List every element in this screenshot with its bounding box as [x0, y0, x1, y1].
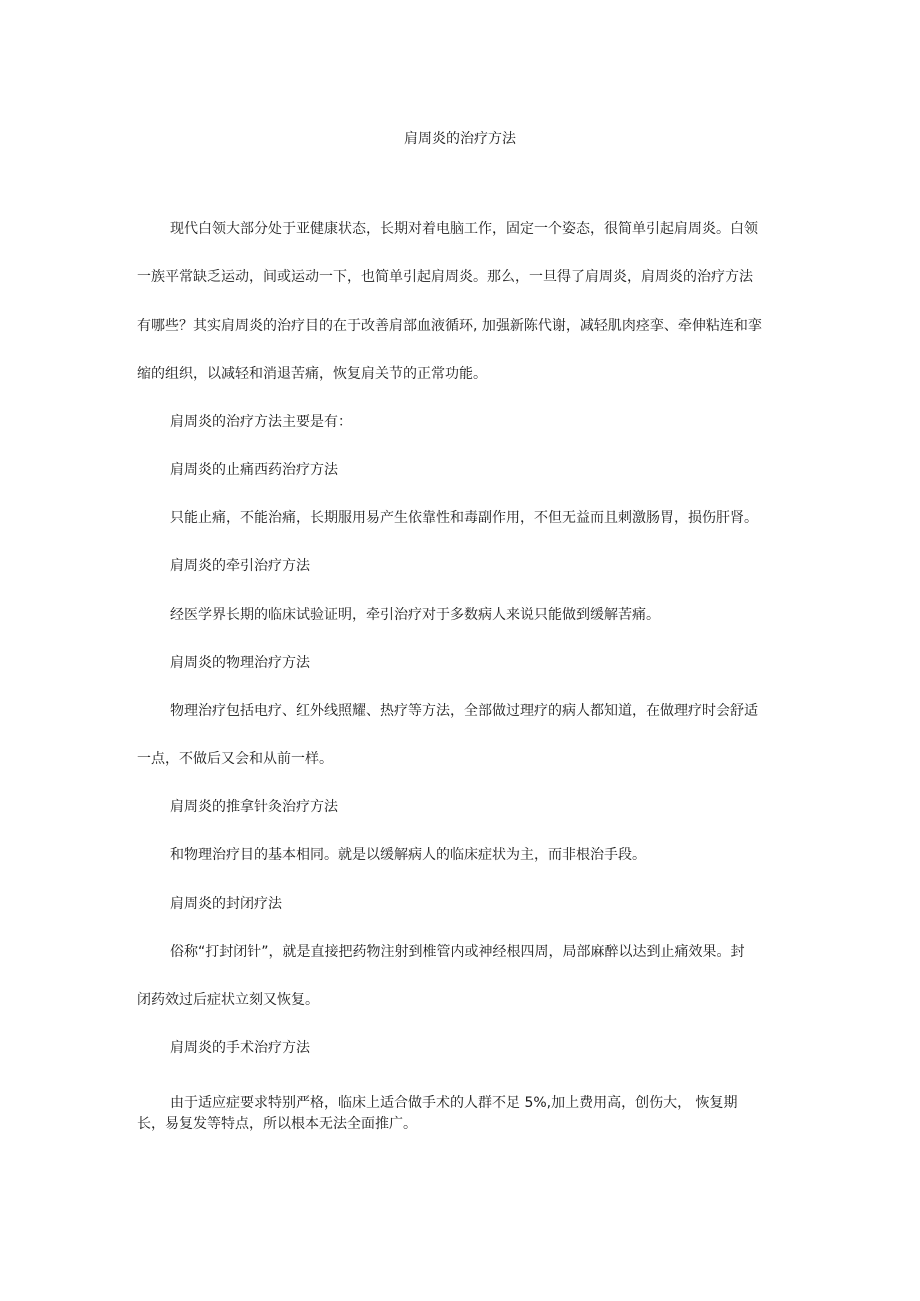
section-heading-traction: 肩周炎的牵引治疗方法 [170, 558, 310, 574]
lead-paragraph: 肩周炎的治疗方法主要是有： [170, 414, 352, 430]
section-heading-block-therapy: 肩周炎的封闭疗法 [170, 896, 282, 912]
intro-line-4: 缩的组织，以减轻和消退苦痛，恢复肩关节的正常功能。 [137, 366, 487, 382]
section-body-block-therapy-1: 俗称“打封闭针”，就是直接把药物注射到椎管内或神经根四周，局部麻醉以达到止痛效果。封 [170, 944, 745, 960]
section-body-physical-therapy-1: 物理治疗包括电疗、红外线照耀、热疗等方法，全部做过理疗的病人都知道，在做理疗时会舒适 [170, 703, 758, 719]
section-heading-surgery: 肩周炎的手术治疗方法 [170, 1040, 310, 1056]
section-body-surgery-2: 长，易复发等特点，所以根本无法全面推广。 [137, 1116, 417, 1132]
section-body-traction: 经医学界长期的临床试验证明，牵引治疗对于多数病人来说只能做到缓解苦痛。 [170, 607, 660, 623]
section-body-western-medicine: 只能止痛，不能治痛，长期服用易产生依靠性和毒副作用，不但无益而且刺激肠胃，损伤肝肾。 [170, 510, 758, 526]
document-title: 肩周炎的治疗方法 [404, 131, 516, 147]
section-body-massage-acupuncture: 和物理治疗目的基本相同。就是以缓解病人的临床症状为主，而非根治手段。 [170, 847, 646, 863]
section-heading-physical-therapy: 肩周炎的物理治疗方法 [170, 655, 310, 671]
section-body-surgery-1: 由于适应症要求特别严格，临床上适合做手术的人群不足 5%,加上费用高，创伤大， 恢复期 [170, 1095, 738, 1111]
section-body-physical-therapy-2: 一点，不做后又会和从前一样。 [137, 751, 333, 767]
intro-line-2: 一族平常缺乏运动，间或运动一下，也简单引起肩周炎。那么，一旦得了肩周炎，肩周炎的治疗方法 [137, 269, 753, 285]
intro-line-1: 现代白领大部分处于亚健康状态，长期对着电脑工作，固定一个姿态，很简单引起肩周炎。白领 [170, 221, 758, 237]
section-heading-massage-acupuncture: 肩周炎的推拿针灸治疗方法 [170, 799, 338, 815]
section-body-block-therapy-2: 闭药效过后症状立刻又恢复。 [137, 992, 319, 1008]
intro-line-3: 有哪些？其实肩周炎的治疗目的在于改善肩部血液循环, 加强新陈代谢，减轻肌肉痉挛、牵伸粘连和挛 [137, 318, 762, 334]
section-heading-western-medicine: 肩周炎的止痛西药治疗方法 [170, 462, 338, 478]
